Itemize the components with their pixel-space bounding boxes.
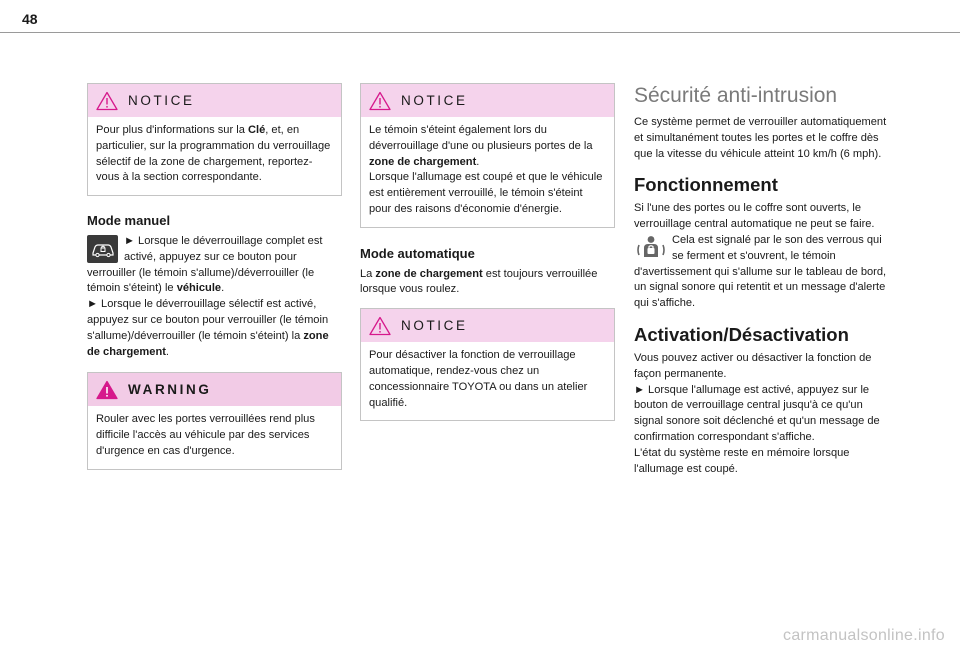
notice-body	[361, 117, 614, 227]
warning-text: Rouler avec les portes verrouillées rend plus difficile l'accès au véhicule par des services d'urgence en cas d'urgence.	[96, 413, 315, 457]
mode-manuel-text	[87, 234, 342, 360]
fonctionnement-p2: Cela est signalé par le son des verrous qui se ferment et s'ouvrent, le témoin d'avertissement qui s'allume sur le tableau de bord, un signal sonore qui retentit et un message d'alerte qui s'affiche.	[634, 233, 887, 310]
activation-p2: ► Lorsque l'allumage est activé, appuyez sur le bouton de verrouillage central jusqu'à ce qu'un signal sonore soit déclenché et qu'un message de confirmation correspondant s'affiche.	[634, 383, 880, 443]
page-number: 48	[22, 11, 38, 27]
mode-manuel-p2-end: .	[165, 345, 170, 358]
fonctionnement-heading: Fonctionnement	[634, 174, 778, 196]
notice-text: .	[476, 155, 480, 168]
column-2	[360, 83, 615, 421]
notice-bold: Clé	[247, 124, 266, 136]
mode-auto-bold: zone de chargement	[375, 267, 483, 280]
notice-bold: zone de chargement	[369, 155, 477, 168]
notice-title: NOTICE	[128, 92, 195, 108]
warning-title: WARNING	[128, 381, 212, 397]
lock-button-icon	[87, 235, 118, 263]
notice-text: Lorsque l'allumage est coupé et que le véhicule est entièrement verrouillé, le témoin s'éteint pour des raisons d'économie d'énergie.	[369, 171, 603, 215]
notice-triangle-icon	[369, 91, 391, 111]
column-1	[87, 83, 342, 470]
notice-title: NOTICE	[401, 317, 468, 333]
watermark-logo: carmanualsonline.info	[783, 627, 945, 644]
warning-triangle-icon	[96, 380, 118, 400]
notice-title: NOTICE	[401, 92, 468, 108]
notice-box	[360, 308, 615, 421]
activation-heading: Activation/Désactivation	[634, 323, 849, 345]
mode-manuel-p1-end: .	[221, 282, 225, 295]
notice-text: , et, en particulier, sur la programmation du verrouillage sélectif de la zone de chargement, reportez-vous à la section correspondante.	[96, 124, 331, 184]
intro-text: Ce système permet de verrouiller automatiquement et simultanément toutes les portes et le coffre dès que la vitesse du véhicule atteint 10 km/h (6 mph).	[634, 116, 887, 160]
header-rule	[0, 32, 960, 33]
notice-triangle-icon	[369, 316, 391, 336]
mode-auto-p-end: est toujours verrouillée lorsque vous roulez.	[360, 267, 598, 296]
mode-auto-p: La	[360, 267, 376, 280]
mode-manuel-bold: véhicule	[176, 282, 222, 295]
activation-p3: L'état du système reste en mémoire lorsque l'allumage est coupé.	[634, 446, 850, 475]
mode-manuel-p2: ► Lorsque le déverrouillage sélectif est activé, appuyez sur ce bouton pour verrouiller (le témoin s'allume)/déverrouiller (le témoin s'éteint) la	[87, 298, 329, 342]
mode-auto-text	[360, 267, 615, 299]
section-title: Sécurité anti-intrusion	[634, 84, 838, 107]
notice-body	[361, 342, 614, 420]
fonctionnement-p1: Si l'une des portes ou le coffre sont ouverts, le verrouillage central automatique ne peut se faire.	[634, 202, 875, 231]
mode-manuel-bold: zone de chargement	[87, 329, 329, 358]
notice-text: Pour plus d'informations sur la	[96, 124, 248, 136]
door-lock-warning-icon	[636, 233, 666, 263]
mode-manuel-p1: ► Lorsque le déverrouillage complet est activé, appuyez sur ce bouton pour verrouiller (le témoin s'allume)/déverrouiller (le témoin s'éteint) le	[87, 234, 323, 295]
notice-header	[88, 84, 341, 117]
notice-header	[361, 84, 614, 117]
column-3	[634, 83, 889, 477]
warning-body	[88, 406, 341, 468]
notice-header	[361, 309, 614, 342]
mode-auto-heading: Mode automatique	[360, 245, 475, 261]
notice-body	[88, 117, 341, 195]
warning-box	[87, 372, 342, 469]
notice-triangle-icon	[96, 91, 118, 111]
notice-box	[87, 83, 342, 196]
fonctionnement-p2-block	[634, 233, 889, 312]
notice-text: Le témoin s'éteint également lors du déverrouillage d'une ou plusieurs portes de la	[369, 124, 593, 152]
activation-p1: Vous pouvez activer ou désactiver la fonction de façon permanente.	[634, 351, 872, 380]
notice-text: Pour désactiver la fonction de verrouillage automatique, rendez-vous chez un concessionnaire TOYOTA ou dans un atelier qualifié.	[369, 349, 588, 409]
mode-manuel-heading: Mode manuel	[87, 213, 171, 229]
warning-header	[88, 373, 341, 406]
notice-box	[360, 83, 615, 228]
